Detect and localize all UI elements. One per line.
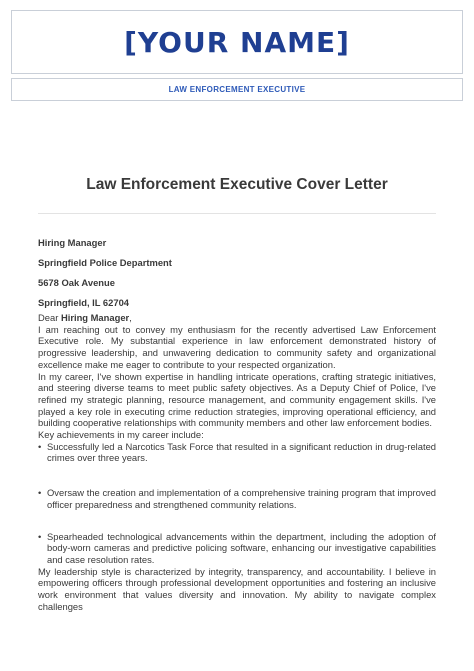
recipient-line-4: Springfield, IL 62704: [38, 297, 130, 308]
salutation-suffix: ,: [129, 312, 132, 323]
applicant-name: [YOUR NAME]: [124, 25, 350, 59]
paragraph-intro: I am reaching out to convey my enthusiasm for the recently advertised Law Enforcement Executive role. My substantial experience in law enforcement demonstrated history of progressive leadership, and unwavering dedication to community safety and organizational excellence make me eager to contribute to your respected organization.: [38, 323, 436, 370]
recipient-line-1: Hiring Manager: [38, 237, 107, 248]
document-title: Law Enforcement Executive Cover Letter: [86, 176, 388, 193]
paragraph-experience: In my career, I've shown expertise in handling intricate operations, crafting strategic initiatives, and steering diverse teams to meet public safety objectives. As a Deputy Chief of Police, I've refined my strategic planning, resource management, and community engagement skills. I've played a key role in executing crime reduction strategies, improving operational efficiency, and building cooperative relationships with community members and other law enforcement bodies.: [38, 370, 436, 429]
recipient-line-2: Springfield Police Department: [38, 257, 172, 268]
salutation: [38, 312, 436, 324]
salutation-name: Hiring Manager: [60, 312, 130, 323]
list-item: • Spearheaded technological advancements within the department, including the adoption of body-worn cameras and predictive policing software, enhancing our investigative capabilities and case resolution rates.: [38, 531, 436, 566]
achievements-intro: Key achievements in my career include:: [38, 429, 204, 441]
achievements-list: [38, 441, 436, 566]
name-header-box: [11, 10, 463, 74]
list-spacer: [38, 464, 436, 487]
list-item: • Successfully led a Narcotics Task Force that resulted in a significant reduction in drug-related crimes over three years.: [38, 441, 436, 464]
letter-body: [38, 312, 436, 612]
salutation-prefix: Dear: [38, 312, 61, 323]
title-divider: [38, 213, 436, 214]
list-spacer: [38, 511, 436, 531]
role-header-box: [11, 78, 463, 101]
list-item: • Oversaw the creation and implementation of a comprehensive training program that improved officer preparedness and strengthened community relations.: [38, 487, 436, 510]
recipient-line-3: 5678 Oak Avenue: [38, 277, 115, 288]
applicant-role: LAW ENFORCEMENT EXECUTIVE: [168, 85, 306, 94]
paragraph-leadership: My leadership style is characterized by integrity, transparency, and accountability. I believe in empowering officers through professional development opportunities and fostering an inclusive work environment that values diversity and innovation. My ability to navigate complex challenges: [38, 565, 436, 612]
